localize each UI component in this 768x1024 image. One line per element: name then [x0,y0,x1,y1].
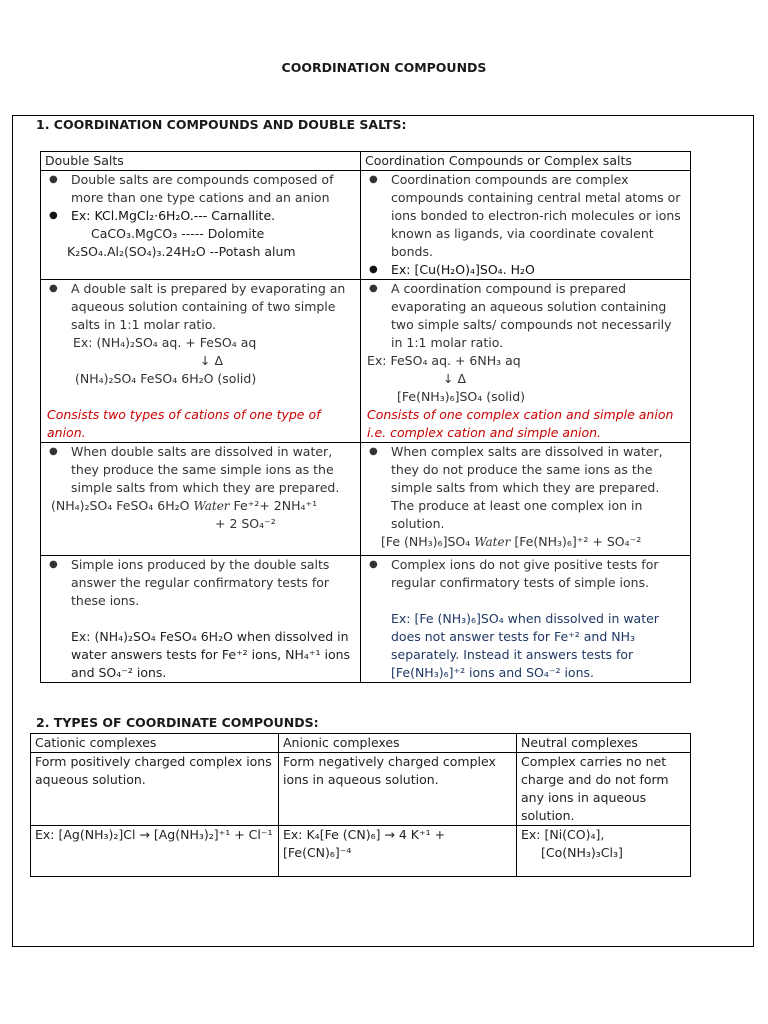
note-text: Consists of one complex cation and simple anion i.e. complex cation and simple anion. [367,407,674,440]
water-label: Water [193,499,230,513]
anionic-definition: Form negatively charged complex ions in aqueous solution. [279,753,517,826]
list-item: ● A coordination compound is prepared evaporating an aqueous solution containing two simple salts/ compounds not necessarily in 1:1 molar ratio. [369,281,672,350]
dissociation-equation: (NH₄)₂SO₄ FeSO₄ 6H₂O Water Fe⁺²+ 2NH₄⁺¹ [51,498,318,513]
note-text: Consists two types of cations of one type of anion. [47,407,321,440]
reaction-line: Ex: (NH₄)₂SO₄ aq. + FeSO₄ aq [73,335,257,350]
dissociation-equation: [Fe (NH₃)₆]SO₄ Water [Fe(NH₃)₆]⁺² + SO₄⁻² [381,534,642,549]
section-2-heading: 2. TYPES OF COORDINATE COMPOUNDS: [36,715,319,730]
example-line: CaCO₃.MgCO₃ ----- Dolomite [91,226,265,241]
list-item: ● Ex: [Cu(H₂O)₄]SO₄. H₂O [369,262,535,277]
col-header-double-salts: Double Salts [41,152,361,171]
reaction-product: [Fe(NH₃)₆]SO₄ (solid) [397,389,526,404]
section-1-heading: 1. COORDINATION COMPOUNDS AND DOUBLE SALTS: [36,117,407,132]
example-line: K₂SO₄.Al₂(SO₄)₃.24H₂O --Potash alum [67,244,296,259]
neutral-definition: Complex carries no net charge and do not form any ions in aqueous solution. [517,753,691,826]
list-item: ● When double salts are dissolved in water, they produce the same simple ions as the simple salts from which they are prepared. [49,444,340,495]
dissociation-equation-cont: + 2 SO₄⁻² [215,516,276,531]
col-header-cationic: Cationic complexes [31,734,279,753]
water-label: Water [474,535,511,549]
list-item: ● Ex: KCl.MgCl₂·6H₂O.--- Carnallite. [49,208,276,223]
complex-types-table [30,733,691,877]
cationic-example: Ex: [Ag(NH₃)₂]Cl → [Ag(NH₃)₂]⁺¹ + Cl⁻¹ [31,826,279,877]
reaction-arrow: ↓ Δ [200,353,223,368]
neutral-example: Ex: [Ni(CO)₄], [Co(NH₃)₃Cl₃] [517,826,691,877]
table-row [41,443,691,556]
example-text: Ex: (NH₄)₂SO₄ FeSO₄ 6H₂O when dissolved in water answers tests for Fe⁺² ions, NH₄⁺¹ ions and SO₄⁻² ions. [71,629,351,680]
reaction-product: (NH₄)₂SO₄ FeSO₄ 6H₂O (solid) [75,371,257,386]
list-item: ● A double salt is prepared by evaporating an aqueous solution containing of two simple salts in 1:1 molar ratio. [49,281,346,332]
example-text: Ex: [Fe (NH₃)₆]SO₄ when dissolved in water does not answer tests for Fe⁺² and NH₃ separately. Instead it answers tests for [Fe(NH₃)₆]⁺² ions and SO₄⁻² ions. [391,611,659,680]
list-item: ● Complex ions do not give positive tests for regular confirmatory tests of simple ions. [369,557,659,590]
double-salts-vs-complex-table [40,151,691,683]
table-row [41,280,691,443]
col-header-neutral: Neutral complexes [517,734,691,753]
list-item: ● When complex salts are dissolved in water, they do not produce the same ions as the simple salts from which they are prepared. The produce at least one complex ion in solution. [369,444,663,531]
table-header-row [31,734,691,753]
table-header-row [41,152,691,171]
table-row [31,826,691,877]
list-item: ● Double salts are compounds composed of more than one type cations and an anion [49,172,334,205]
reaction-arrow: ↓ Δ [443,371,466,386]
reaction-line: Ex: FeSO₄ aq. + 6NH₃ aq [367,353,521,368]
list-item: ● Coordination compounds are complex compounds containing central metal atoms or ions bonded to electron-rich molecules or ions known as ligands, via coordinate covalent bonds. [369,172,681,259]
col-header-coordination-compounds: Coordination Compounds or Complex salts [361,152,691,171]
table-row [41,171,691,280]
table-row [31,753,691,826]
list-item: ● Simple ions produced by the double salts answer the regular confirmatory tests for these ions. [49,557,330,608]
table-row [41,556,691,683]
cationic-definition: Form positively charged complex ions aqueous solution. [31,753,279,826]
page-title: COORDINATION COMPOUNDS [281,60,487,75]
col-header-anionic: Anionic complexes [279,734,517,753]
anionic-example: Ex: K₄[Fe (CN)₆] → 4 K⁺¹ +[Fe(CN)₆]⁻⁴ [279,826,517,877]
